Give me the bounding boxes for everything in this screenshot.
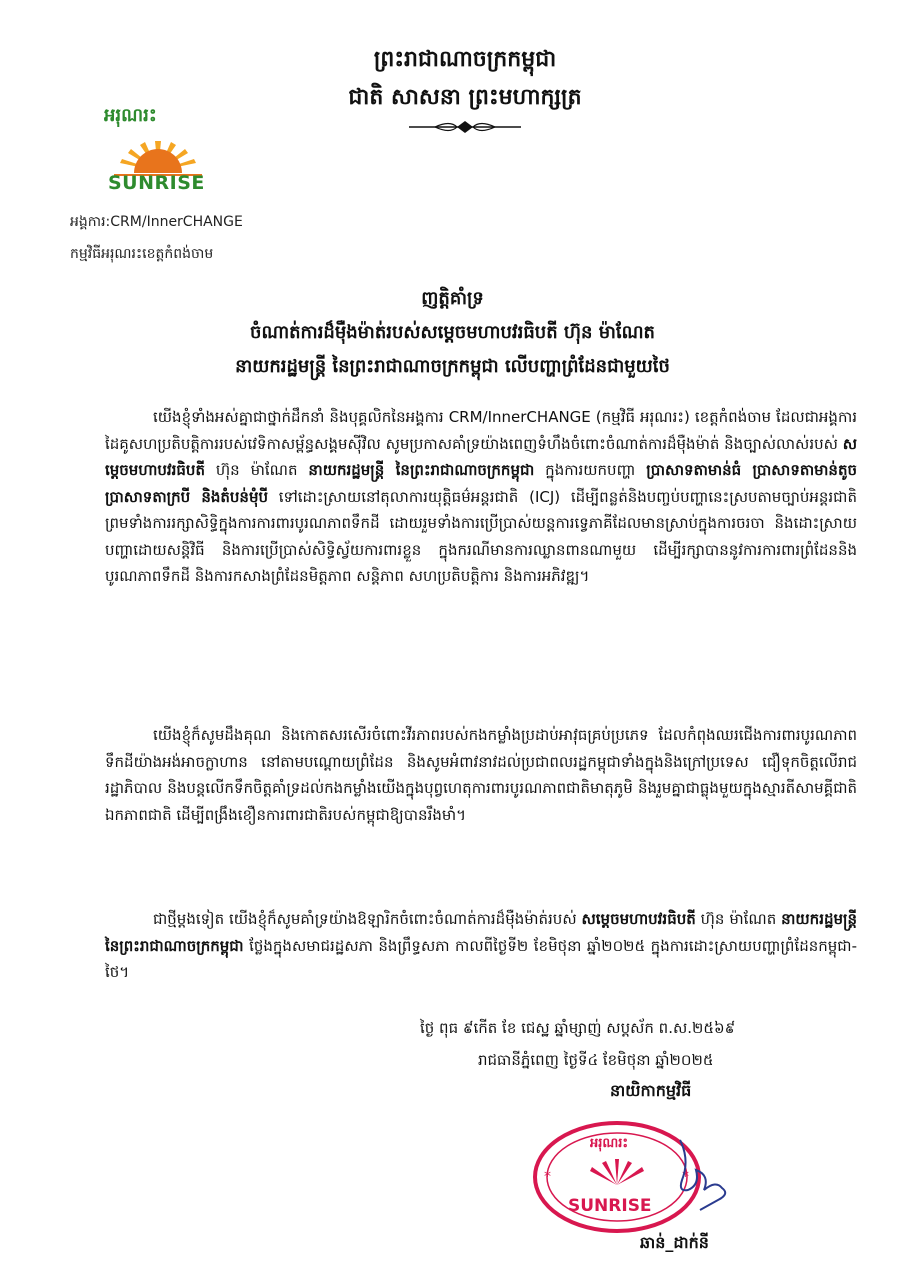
letterhead xyxy=(300,40,630,116)
p3-bold-b: សម្តេចមហាបវរធិបតី xyxy=(581,910,696,928)
kingdom-name: ព្រះរាជាណាចក្រកម្ពុជា xyxy=(373,46,557,72)
lunar-date: ថ្ងៃ ពុធ ៩កើត ខែ ជេស្ឋ ឆ្នាំម្សាញ់ សប្តស័ក ព.ស.២៥៦៩ xyxy=(420,1019,736,1037)
svg-text:*: * xyxy=(682,1169,689,1185)
logo-english-text: SUNRISE xyxy=(108,172,205,194)
national-motto: ជាតិ សាសនា ព្រះមហាក្សត្រ xyxy=(348,84,582,110)
signer-role: នាយិកាកម្មវិធី xyxy=(610,1081,692,1100)
p1-text-c: ហ៊ុន ម៉ាណែត xyxy=(204,461,309,479)
p1-bold-d: នាយករដ្ឋមន្ត្រី នៃព្រះរាជាណាចក្រកម្ពុជា xyxy=(308,461,535,479)
logo-khmer-text: អរុណរះ xyxy=(104,105,157,126)
title-line-3: នាយករដ្ឋមន្ត្រី នៃព្រះរាជាណាចក្រកម្ពុជា លើបញ្ហាព្រំដែនជាមួយថៃ xyxy=(235,356,670,377)
ornament-divider-icon xyxy=(405,118,525,136)
org-name: អង្គការ:CRM/InnerCHANGE xyxy=(70,214,243,230)
p3-text-c: ហ៊ុន ម៉ាណែត xyxy=(695,910,782,928)
p1-text-a: យើងខ្ញុំទាំងអស់គ្នាជាថ្នាក់ដឹកនាំ និងបុគ្គលិកនៃអង្គការ CRM/InnerCHANGE (កម្មវិធី អរុណរះ) ខេត្តកំពង់ចាម ដែលជាអង្គការដៃគូសហប្រតិបត្តិការរបស់វេទិកាសម្ព័ន្ធសង្គមស៊ីវិល សូមប្រកាសគាំទ្រយ៉ាងពេញទំហឹងចំពោះចំណាត់ការដ៏មុឺងម៉ាត់ និងច្បាស់លាស់របស់ xyxy=(105,408,857,453)
stamp-khmer-text: អរុណរះ xyxy=(590,1136,629,1151)
org-program: កម្មវិធីអរុណរះខេត្តកំពង់ចាម xyxy=(70,246,214,262)
place-date: រាជធានីភ្នំពេញ ថ្ងៃទី៤ ខែមិថុនា ឆ្នាំ២០២៥ xyxy=(478,1051,714,1069)
title-line-2: ចំណាត់ការដ៏មុឺងម៉ាត់របស់សម្តេចមហាបវរធិបតី ហ៊ុន ម៉ាណែត xyxy=(250,322,655,343)
title-line-1: ញត្តិគាំទ្រ xyxy=(421,288,484,309)
p1-text-e: ក្នុងការយកបញ្ហា xyxy=(534,461,647,479)
paragraph-2: យើងខ្ញុំក៏សូមដឹងគុណ និងកោតសរសើរចំពោះវីរភាពរបស់កងកម្លាំងប្រដាប់អាវុធគ្រប់ប្រភេទ ដែលកំពុងឈរជើងការពារបូរណភាពទឹកដីយ៉ាងអង់អាចក្លាហាន នៅតាមបណ្តោយព្រំដែន និងសូមអំពាវនាវដល់ប្រជាពលរដ្ឋកម្ពុជាទាំងក្នុងនិងក្រៅប្រទេស ជឿទុកចិត្តលើរាជរដ្ឋាភិបាល និងបន្តលើកទឹកចិត្តគាំទ្រដល់កងកម្លាំងយើងក្នុងបុព្វហេតុការពារបូរណភាពជាតិមាតុភូមិ និងរួមគ្នាជាធ្លុងមួយក្នុងស្មារតីសាមគ្គីជាតិ ឯកភាពជាតិ ដើម្បីពង្រឹងខឿនការពារជាតិរបស់កម្ពុជាឱ្យបានរឹងមាំ។ xyxy=(105,726,857,824)
p3-text-a: ជាថ្មីម្តងទៀត យើងខ្ញុំក៏សូមគាំទ្រយ៉ាងឱឡារិកចំពោះចំណាត់ការដ៏មុឺងម៉ាត់របស់ xyxy=(153,910,582,928)
svg-text:*: * xyxy=(544,1169,551,1185)
paragraph-3 xyxy=(105,906,857,986)
p1-bold-f: ប្រាសាទតាមាន់ធំ ប្រាសាទតាមាន់តូច ប្រាសាទតាក្របី និងតំបន់មុំបី xyxy=(105,461,857,506)
p3-text-e: ថ្លែងក្នុងសមាជរដ្ឋសភា និងព្រឹទ្ធសភា កាលពីថ្ងៃទី២ ខែមិថុនា ឆ្នាំ២០២៥ ក្នុងការដោះស្រាយបញ្ហាព្រំដែនកម្ពុជា-ថៃ។ xyxy=(105,936,857,981)
paragraph-1 xyxy=(105,404,857,590)
p1-bold-b: សម្តេចមហាបវរធិបតី xyxy=(105,434,857,479)
document-title xyxy=(120,282,785,384)
stamp-english-text: SUNRISE xyxy=(568,1196,652,1216)
signer-name: ឆាន់_ដាក់នី xyxy=(640,1233,709,1252)
p1-text-g: ទៅដោះស្រាយនៅតុលាការយុត្តិធម៌អន្តរជាតិ (ICJ) ដើម្បីពន្លត់និងបញ្ចប់បញ្ហានេះស្របតាមច្បាប់អន្តរជាតិ ព្រមទាំងការរក្សាសិទ្ធិក្នុងការការពារបូរណភាពទឹកដី ដោយរួមទាំងការប្រើប្រាស់យន្តការទ្វេភាគីដែលមានស្រាប់ក្នុងការចរចា និងដោះស្រាយបញ្ហាដោយសន្តិវិធី និងការប្រើប្រាស់សិទ្ធិស្វ័យការពារខ្លួន ក្នុងករណីមានការឈ្លានពានណាមួយ ដើម្បីរក្សាបាននូវការការពារព្រំដែននិងបូរណភាពទឹកដី និងការកសាងព្រំដែនមិត្តភាព សន្តិភាព សហប្រតិបត្តិការ និងការអភិវឌ្ឍ។ xyxy=(105,487,857,585)
p3-bold-d: នាយករដ្ឋមន្ត្រីនៃព្រះរាជាណាចក្រកម្ពុជា xyxy=(105,910,857,955)
handwritten-signature-icon xyxy=(660,1130,735,1220)
